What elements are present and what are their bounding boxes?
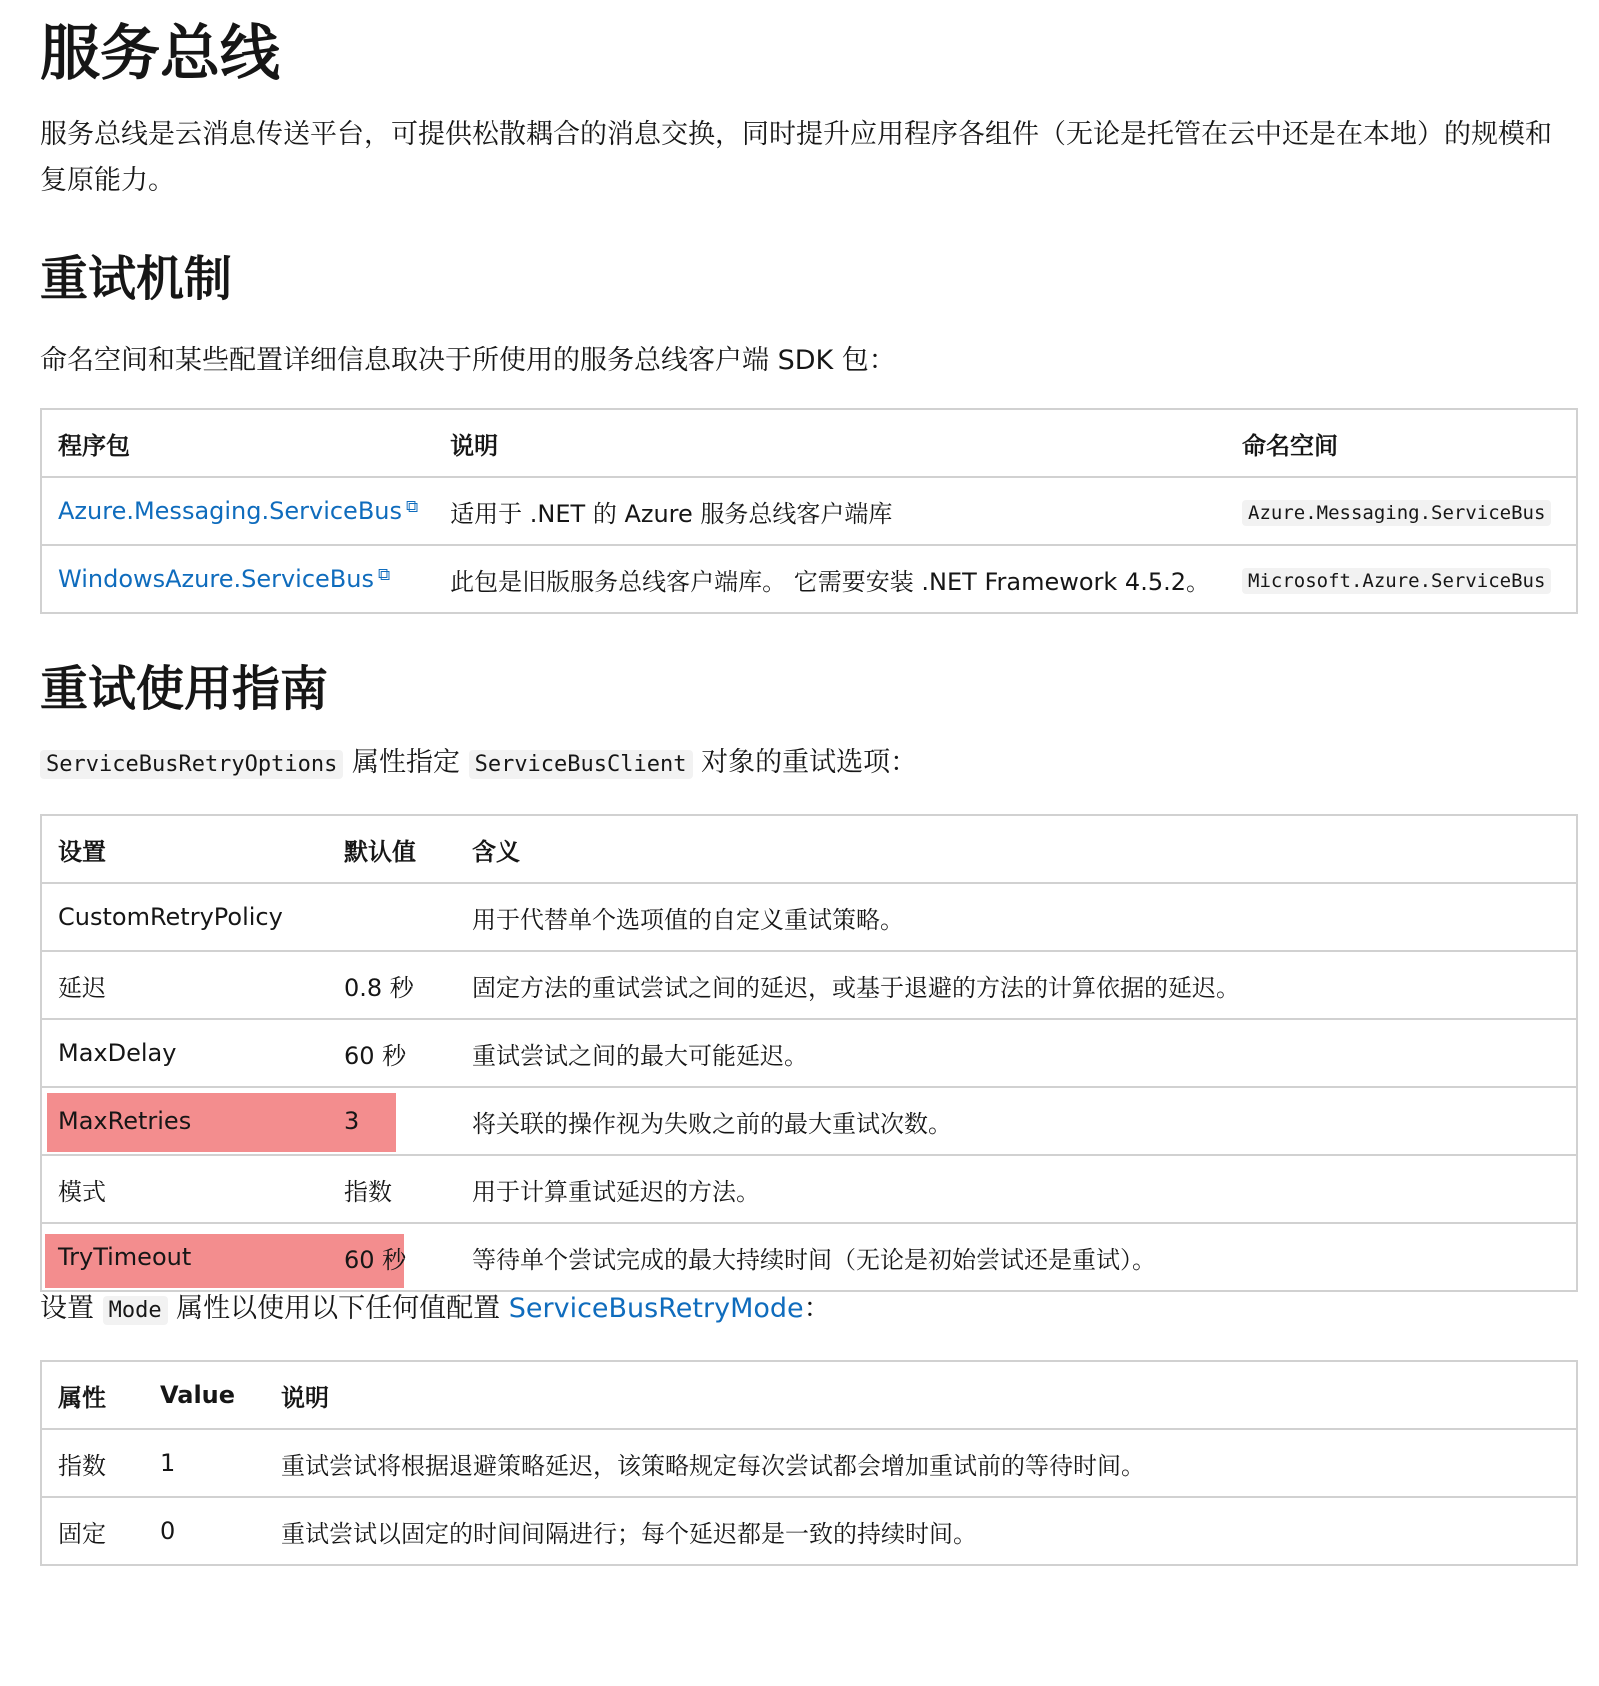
default-cell [328,883,456,951]
package-table [40,408,1578,614]
setting-cell: CustomRetryPolicy [41,883,328,951]
namespace-cell [1226,477,1577,545]
column-header-default: 默认值 [328,815,456,883]
mode-section-text [40,1286,831,1334]
meaning-cell: 用于代替单个选项值的自定义重试策略。 [456,883,1577,951]
external-link-icon: ⧉ [406,497,419,517]
setting-cell-highlighted [41,1223,328,1291]
package-link-label: WindowsAzure.ServiceBus [58,565,374,593]
page-title: 服务总线 [40,19,280,89]
column-header-value: Value [144,1361,265,1429]
inline-code: ServiceBusClient [469,750,693,779]
retry-guidance-heading: 重试使用指南 [40,661,329,717]
settings-table [40,814,1578,1292]
highlight-marker [328,1093,396,1152]
default-cell-highlighted [328,1087,456,1155]
column-header-setting: 设置 [41,815,328,883]
table-row [41,883,1577,951]
column-header-description: 说明 [434,409,1226,477]
column-header-package: 程序包 [41,409,434,477]
default-cell: 指数 [328,1155,456,1223]
property-cell: 固定 [58,1519,106,1548]
column-header-description: 说明 [265,1361,1577,1429]
text-span: 属性以使用以下任何值配置 [167,1293,509,1324]
package-cell [41,545,434,613]
retry-mechanism-heading: 重试机制 [40,251,233,307]
meaning-cell: 重试尝试之间的最大可能延迟。 [456,1019,1577,1087]
package-link-azure-messaging[interactable] [58,497,418,525]
table-row [41,1019,1577,1087]
servicebusretrymode-link[interactable]: ServiceBusRetryMode [508,1293,804,1324]
description-cell: 此包是旧版服务总线客户端库。 它需要安装 .NET Framework 4.5.2。 [450,567,1210,596]
default-label: 60 秒 [344,1245,407,1274]
external-link-icon: ⧉ [377,565,391,585]
meaning-cell: 用于计算重试延迟的方法。 [456,1155,1577,1223]
default-cell: 0.8 秒 [328,951,456,1019]
meaning-cell: 等待单个尝试完成的最大持续时间（无论是初始尝试还是重试）。 [472,1245,1156,1274]
table-row-highlighted [41,1087,1577,1155]
table-row [41,1155,1577,1223]
text-span: 属性指定 [343,747,469,778]
namespace-code: Azure.Messaging.ServiceBus [1242,500,1551,526]
text-span: ： [803,1293,831,1324]
setting-label: TryTimeout [58,1243,192,1271]
default-cell-highlighted [328,1223,456,1291]
package-link-windowsazure[interactable] [58,565,390,593]
retry-guidance-text [40,740,917,788]
setting-cell: MaxDelay [41,1019,328,1087]
column-header-property: 属性 [41,1361,144,1429]
table-row [41,545,1577,613]
description-cell: 适用于 .NET 的 Azure 服务总线客户端库 [434,477,1226,545]
table-row [41,1497,1577,1565]
inline-code: ServiceBusRetryOptions [40,750,343,779]
column-header-meaning: 含义 [456,815,1577,883]
table-header-row [41,1361,1577,1429]
mode-table [40,1360,1578,1566]
package-cell [41,477,434,545]
description-cell: 重试尝试将根据退避策略延迟，该策略规定每次尝试都会增加重试前的等待时间。 [265,1429,1577,1497]
namespace-code: Microsoft.Azure.ServiceBus [1242,568,1551,594]
description-cell: 重试尝试以固定的时间间隔进行；每个延迟都是一致的持续时间。 [281,1519,977,1548]
table-header-row [41,815,1577,883]
value-cell: 1 [144,1429,265,1497]
meaning-cell: 将关联的操作视为失败之前的最大重试次数。 [456,1087,1577,1155]
retry-mechanism-text: 命名空间和某些配置详细信息取决于所使用的服务总线客户端 SDK 包： [40,345,896,376]
namespace-cell [1226,545,1577,613]
text-span: 设置 [40,1293,103,1324]
property-cell: 指数 [41,1429,144,1497]
setting-cell: 模式 [41,1155,328,1223]
setting-cell: 延迟 [41,951,328,1019]
value-cell: 0 [160,1517,176,1545]
default-cell: 60 秒 [328,1019,456,1087]
intro-paragraph: 服务总线是云消息传送平台，可提供松散耦合的消息交换，同时提升应用程序各组件（无论是托管在云中还是在本地）的规模和复原能力。 [40,119,1552,196]
table-row [41,951,1577,1019]
column-header-namespace: 命名空间 [1226,409,1577,477]
table-header-row [41,409,1577,477]
setting-label: MaxRetries [58,1107,192,1135]
text-span: 对象的重试选项： [692,747,918,778]
table-row [41,477,1577,545]
table-row-highlighted [41,1223,1577,1291]
table-row [41,1429,1577,1497]
meaning-cell: 固定方法的重试尝试之间的延迟，或基于退避的方法的计算依据的延迟。 [456,951,1577,1019]
package-link-label: Azure.Messaging.ServiceBus [58,497,403,525]
default-label: 3 [344,1107,360,1135]
inline-code: Mode [103,1296,168,1325]
setting-cell-highlighted [41,1087,328,1155]
